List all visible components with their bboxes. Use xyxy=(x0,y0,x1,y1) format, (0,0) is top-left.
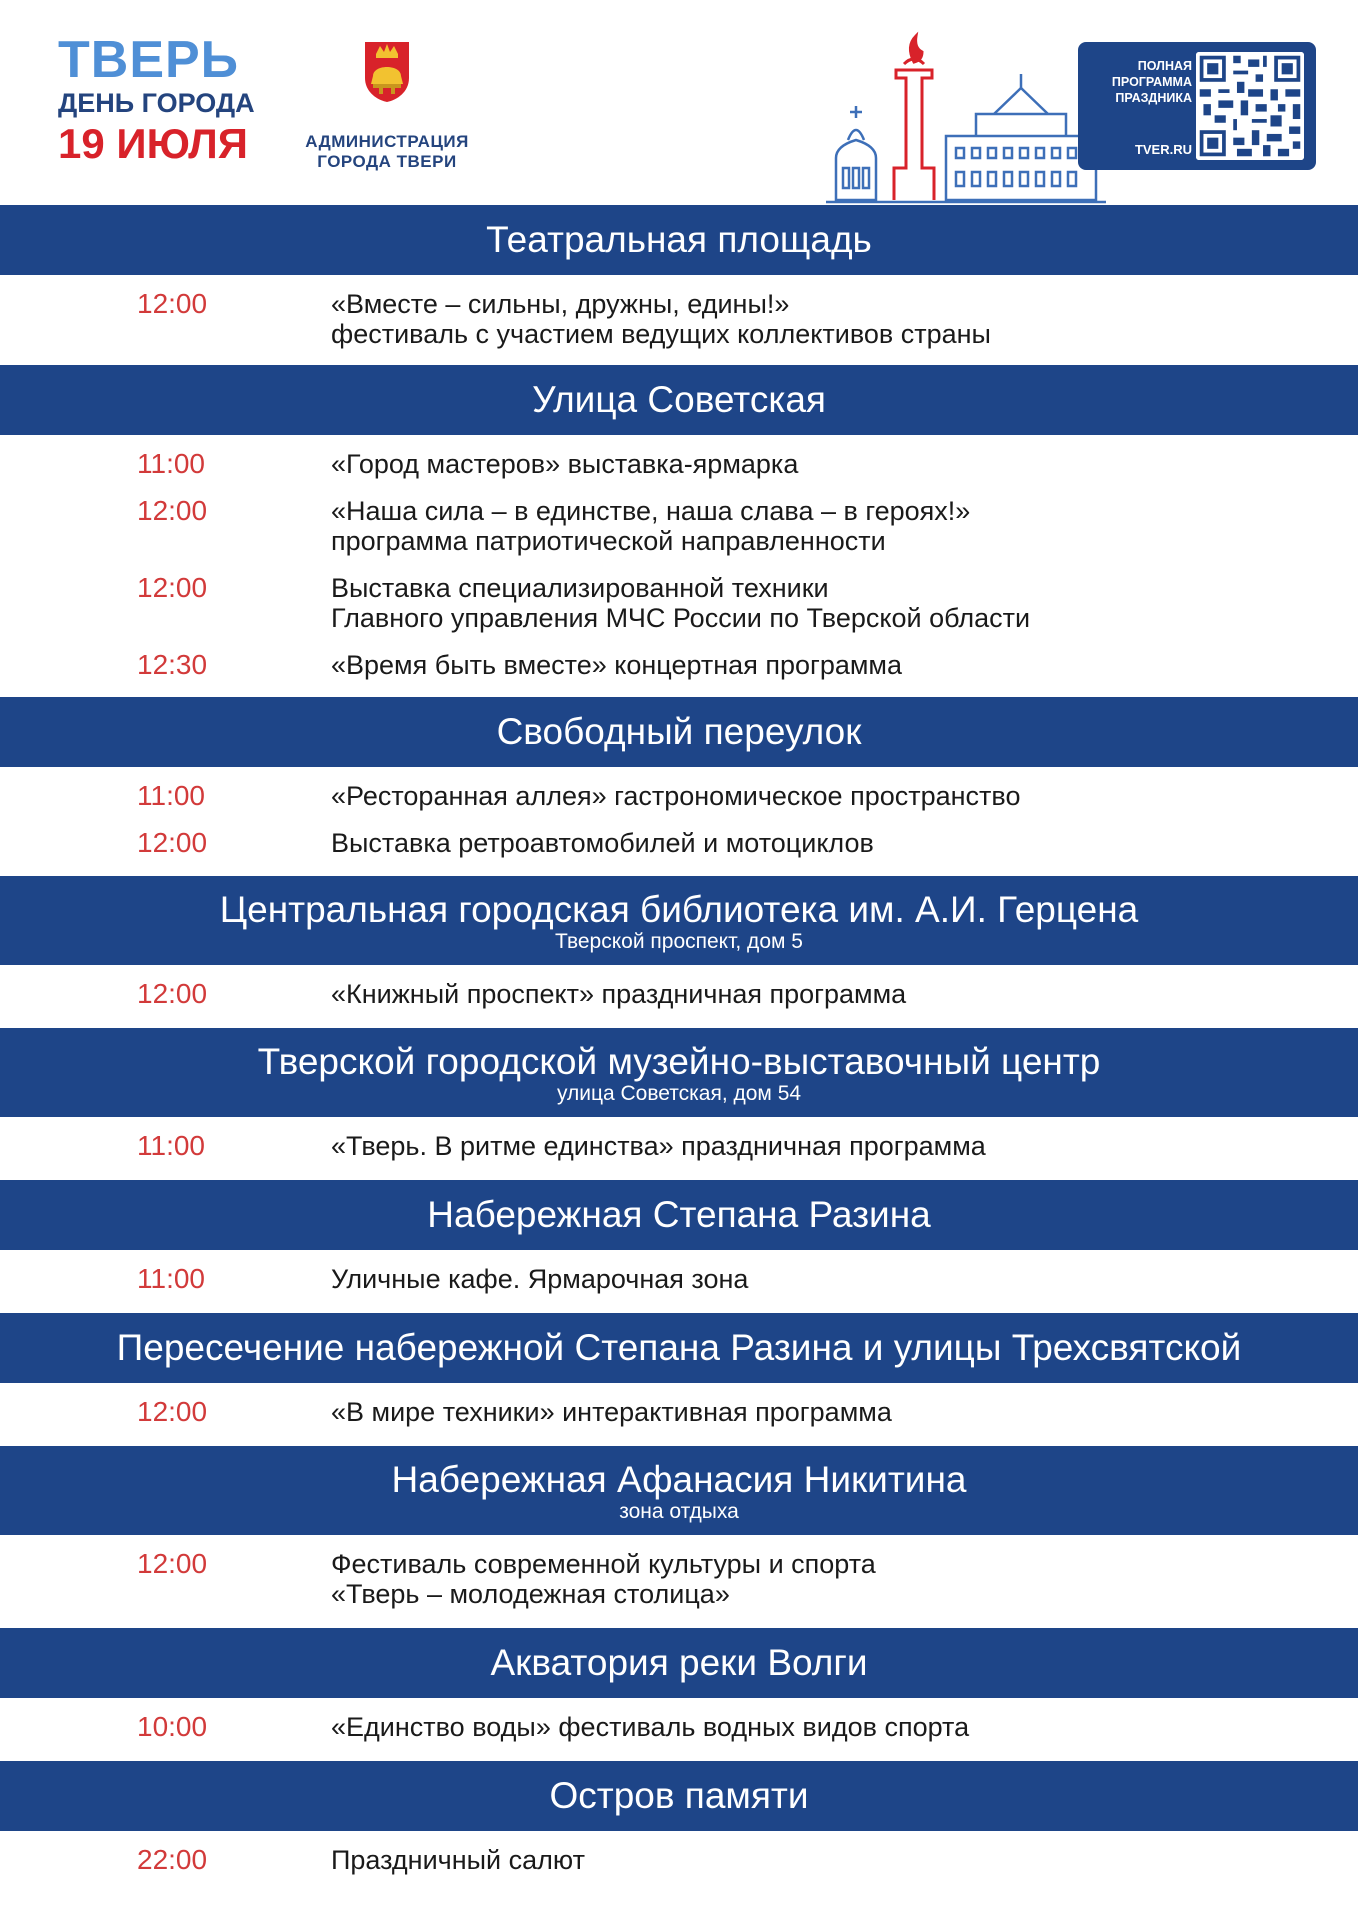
section-address: Тверской проспект, дом 5 xyxy=(555,929,803,953)
event-description-line: «В мире техники» интерактивная программа xyxy=(331,1397,892,1427)
event-row xyxy=(0,1264,1358,1294)
event-row xyxy=(0,828,1358,858)
section-title: Остров памяти xyxy=(549,1775,809,1816)
administration-line-1: АДМИНИСТРАЦИЯ xyxy=(305,132,469,151)
section-header xyxy=(0,1180,1358,1250)
event-time: 22:00 xyxy=(137,1844,208,1875)
event-time: 11:00 xyxy=(137,780,205,811)
section-header xyxy=(0,1446,1358,1535)
event-row xyxy=(0,449,1358,479)
event-description xyxy=(331,1397,892,1427)
event-time: 12:00 xyxy=(137,978,208,1009)
event-row xyxy=(0,781,1358,811)
brand-block xyxy=(58,31,255,167)
section-header xyxy=(0,876,1358,965)
event-description xyxy=(331,1131,986,1161)
section-header xyxy=(0,1028,1358,1117)
section-title: Набережная Афанасия Никитина xyxy=(391,1458,967,1500)
event-description-line: «Наша сила – в единстве, наша слава – в героях!» xyxy=(331,496,971,526)
section-title: Улица Советская xyxy=(532,379,826,420)
event-row xyxy=(0,650,1358,680)
section-header xyxy=(0,205,1358,275)
event-time: 11:00 xyxy=(137,1263,205,1294)
section-events xyxy=(0,1117,1358,1180)
administration-logo xyxy=(296,40,478,172)
event-description-line: «Город мастеров» выставка-ярмарка xyxy=(331,449,799,479)
section-title: Акватория реки Волги xyxy=(490,1642,868,1683)
event-row xyxy=(0,573,1358,633)
section-events xyxy=(0,767,1358,876)
section-header xyxy=(0,365,1358,435)
event-time: 12:00 xyxy=(137,827,208,858)
event-date: 19 ИЮЛЯ xyxy=(58,120,248,167)
event-description xyxy=(331,781,1020,811)
section-events xyxy=(0,1383,1358,1446)
event-time: 12:00 xyxy=(137,495,208,526)
event-description-line: Праздничный салют xyxy=(331,1845,585,1875)
event-description xyxy=(331,449,798,479)
section-header xyxy=(0,697,1358,767)
event-row xyxy=(0,1845,1358,1875)
tver-crest-icon xyxy=(363,40,411,104)
event-description xyxy=(331,979,906,1009)
section-events xyxy=(0,1698,1358,1761)
event-time: 12:00 xyxy=(137,288,208,319)
event-description-line: программа патриотической направленности xyxy=(331,526,886,556)
event-description-line: «Единство воды» фестиваль водных видов спорта xyxy=(331,1712,970,1742)
event-description-line: Уличные кафе. Ярмарочная зона xyxy=(331,1264,749,1294)
event-description xyxy=(331,650,902,680)
event-time: 10:00 xyxy=(137,1711,208,1742)
page-header xyxy=(0,0,1358,205)
event-description xyxy=(331,1549,876,1609)
section-header xyxy=(0,1313,1358,1383)
event-description-line: Выставка ретроавтомобилей и мотоциклов xyxy=(331,828,874,858)
event-description-line: «Вместе – сильны, дружны, едины!» xyxy=(331,289,790,319)
event-description-line: «Тверь. В ритме единства» праздничная программа xyxy=(331,1131,986,1161)
event-description-line: «Книжный проспект» праздничная программа xyxy=(331,979,907,1009)
section-title: Пересечение набережной Степана Разина и улицы Трехсвятской xyxy=(116,1327,1242,1368)
full-program-label: ПОЛНАЯ ПРОГРАММА ПРАЗДНИКА xyxy=(1111,59,1192,105)
city-skyline-icon xyxy=(826,18,1106,205)
event-row xyxy=(0,1712,1358,1742)
event-description-line: «Тверь – молодежная столица» xyxy=(331,1579,730,1609)
program-sections xyxy=(0,205,1358,1911)
section-title: Тверской городской музейно-выставочный центр xyxy=(257,1040,1101,1082)
administration-line-2: ГОРОДА ТВЕРИ xyxy=(317,152,457,171)
section-events xyxy=(0,1831,1358,1911)
event-row xyxy=(0,979,1358,1009)
event-description xyxy=(331,828,874,858)
event-description-line: Главного управления МЧС России по Тверской области xyxy=(331,603,1031,633)
event-description xyxy=(331,1845,585,1875)
section-events xyxy=(0,965,1358,1028)
event-row xyxy=(0,1397,1358,1427)
event-row xyxy=(0,1549,1358,1609)
event-time: 12:00 xyxy=(137,1548,208,1579)
event-description xyxy=(331,496,970,556)
event-row xyxy=(0,496,1358,556)
section-header xyxy=(0,1761,1358,1831)
event-description xyxy=(331,1712,969,1742)
event-description-line: фестиваль с участием ведущих коллективов страны xyxy=(331,319,991,349)
section-events xyxy=(0,1535,1358,1628)
qr-code-icon[interactable] xyxy=(1196,52,1304,160)
event-description xyxy=(331,289,991,349)
section-title: Набережная Степана Разина xyxy=(427,1194,931,1235)
section-title: Театральная площадь xyxy=(486,219,872,260)
section-events xyxy=(0,275,1358,365)
section-address: улица Советская, дом 54 xyxy=(556,1081,802,1105)
city-title: ТВЕРЬ xyxy=(58,31,240,89)
event-time: 12:00 xyxy=(137,1396,208,1427)
section-events xyxy=(0,1250,1358,1313)
section-events xyxy=(0,435,1358,697)
event-time: 11:00 xyxy=(137,448,205,479)
site-link[interactable]: TVER.RU xyxy=(1134,142,1192,157)
event-description xyxy=(331,573,1030,633)
event-row xyxy=(0,1131,1358,1161)
program-qr-panel[interactable] xyxy=(1078,42,1316,170)
event-row xyxy=(0,289,1358,349)
event-time: 12:30 xyxy=(137,649,208,680)
event-time: 11:00 xyxy=(137,1130,205,1161)
city-day-label: ДЕНЬ ГОРОДА xyxy=(58,88,255,118)
event-time: 12:00 xyxy=(137,572,208,603)
section-header xyxy=(0,1628,1358,1698)
section-title: Центральная городская библиотека им. А.И. Герцена xyxy=(219,888,1139,930)
event-description-line: Выставка специализированной техники xyxy=(331,573,829,603)
section-title: Свободный переулок xyxy=(496,711,862,752)
section-address: зона отдыха xyxy=(619,1499,739,1523)
event-description-line: «Ресторанная аллея» гастрономическое пространство xyxy=(331,781,1021,811)
event-description-line: Фестиваль современной культуры и спорта xyxy=(331,1549,876,1579)
event-description-line: «Время быть вместе» концертная программа xyxy=(331,650,902,680)
event-description xyxy=(331,1264,748,1294)
